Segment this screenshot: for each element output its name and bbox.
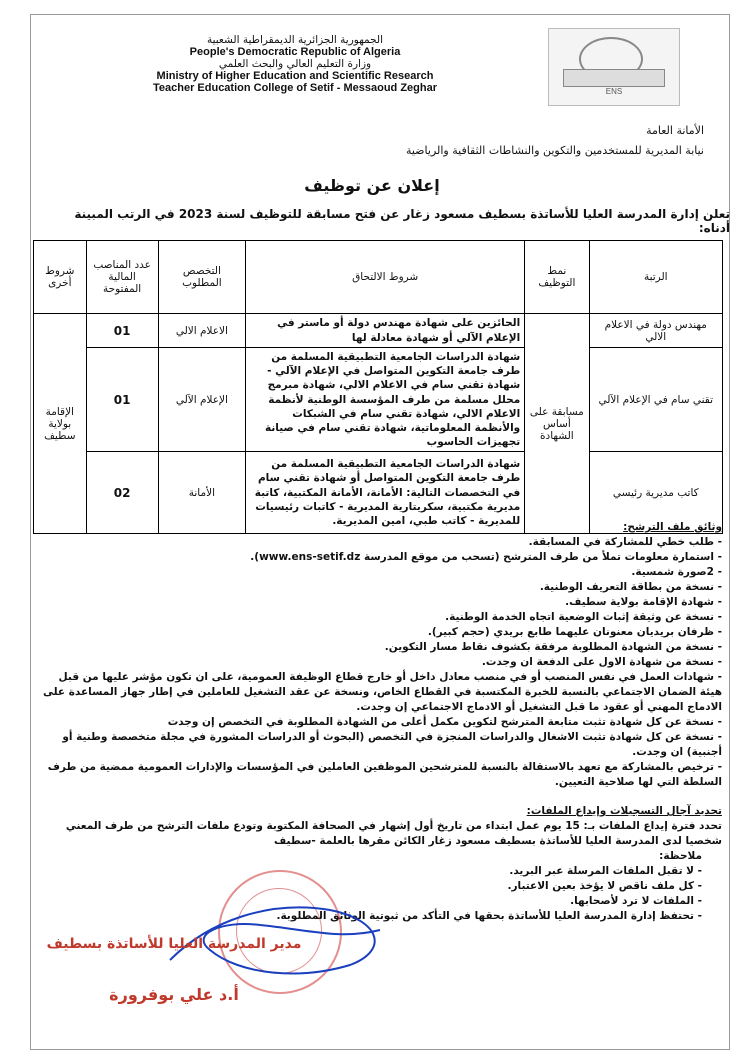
list-item: - طلب خطي للمشاركة في المسابقة. [528, 536, 722, 548]
table-row [34, 348, 723, 452]
republic-arabic: الجمهورية الجزائرية الديمقراطية الشعبية [206, 34, 384, 46]
deadlines-heading: تحديد آجال التسجيلات وإيداع الملفات: [526, 805, 722, 817]
col-positions: عدد المناصب المالية المفتوحة [86, 241, 158, 314]
list-item: - نسخة عن كل شهادة تثبت متابعة المترشح لتكوين مكمل أعلى من الشهادة المطلوبة في التخصص إن وجدت [167, 716, 722, 728]
col-conditions: شروط الالتحاق [246, 241, 525, 314]
documents-heading: وثائق ملف الترشح: [623, 521, 722, 533]
announcement-title: إعلان عن توظيف [304, 176, 440, 195]
ministry-arabic: وزارة التعليم العالي والبحث العلمي [218, 58, 372, 70]
directorate: نيابة المديرية للمستخدمين والتكوين والنشاطات الثقافية والرياضية [405, 144, 704, 157]
list-item: - تحتفظ إدارة المدرسة العليا للأساتذة بحقها في التأكد من ثبوتية الوثائق المطلوبة. [276, 910, 702, 922]
positions-cell: 01 [86, 314, 158, 348]
specialty-cell: الأمانة [158, 452, 246, 534]
positions-cell: 02 [86, 452, 158, 534]
notes-heading: ملاحظة: [659, 850, 702, 862]
other-conditions-cell: الإقامة بولاية سطيف [34, 314, 87, 534]
conditions-cell: شهادة الدراسات الجامعية التطبيقية المسلمة من طرف جامعة التكوين المتواصل في الإعلام الآلي - شهادة تقني سام في الاعلام الالي، شهادة مبرمج محلل مسلمة من طرف المؤسسة الوطنية لأنظمة الاعلام الالي، شهادة تقني سام في الشبكات والأنظمة المعلوماتية، شهادة تقني سام في صيانة تجهيزات الحاسوب [246, 348, 525, 452]
col-mode: نمط التوظيف [525, 241, 589, 314]
conditions-cell: شهادة الدراسات الجامعية التطبيقية المسلمة من طرف جامعة التكوين المتواصل أو شهادة تقني سام في التخصصات التالية: الأمانة، الأمانة المكتبية، كاتبة مديرية مكتبية، سكريتارية المديرية - كاتبات رئيسيات للمديرية - كاتب طبي، امين المديرية. [246, 452, 525, 534]
letterhead [130, 34, 460, 94]
col-other: شروط أخرى [34, 241, 87, 314]
positions-cell: 01 [86, 348, 158, 452]
positions-table [33, 240, 723, 534]
handwritten-signature [150, 880, 410, 990]
conditions-cell: الحائزين على شهادة مهندس دولة أو ماستر في الإعلام الآلي أو شهادة معادلة لها [246, 314, 525, 348]
announcement-intro: تعلن إدارة المدرسة العليا للأساتذة بسطيف مسعود زغار عن فتح مسابقة للتوظيف لسنة 2023 في الرتب المبينة أدناه: [74, 207, 730, 235]
mode-cell: مسابقة على أساس الشهادة [525, 314, 589, 534]
list-item: - نسخة عن وثيقة إثبات الوضعية اتجاه الخدمة الوطنية. [445, 611, 722, 623]
list-item: - 2صورة شمسية. [631, 566, 722, 578]
list-item: - نسخة من بطاقة التعريف الوطنية. [539, 581, 722, 593]
general-secretariat: الأمانة العامة [646, 124, 704, 137]
signature-title: مدير المدرسة العليا للأساتذة بسطيف [46, 936, 302, 952]
specialty-cell: الاعلام الالي [158, 314, 246, 348]
application-documents [40, 520, 722, 924]
grade-cell: كاتب مديرية رئيسي [589, 452, 722, 534]
list-item: - استمارة معلومات تملأ من طرف المترشح (تسحب من موقع المدرسة www.ens-setif.dz). [250, 551, 722, 563]
signature-name: أ.د علي بوفرورة [109, 985, 239, 1004]
school-logo: ENS [548, 28, 680, 106]
deadlines-text: تحدد فترة إيداع الملفات بـ: 15 يوم عمل ابتداء من تاريخ أول إشهار في الصحافة المكتوبة وتودع ملفات الترشح من طرف المعني شخصيا لدى المدرسة العليا للأساتذة بسطيف مسعود زغار الكائن مقرها بالعلمة -سطيف [65, 820, 722, 847]
list-item: - ترخيص بالمشاركة مع تعهد بالاستقالة بالنسبة للمترشحين الموظفين العاملين في المؤسسات والإدارات العمومية ممضية من طرف السلطة التي لها صلاحية التعيين. [47, 761, 722, 788]
col-grade: الرتبة [589, 241, 722, 314]
college-english: Teacher Education College of Setif - Messaoud Zeghar [152, 82, 437, 94]
ministry-english: Ministry of Higher Education and Scientific Research [156, 70, 434, 82]
table-row [34, 314, 723, 348]
list-item: - نسخة عن كل شهادة تثبت الاشغال والدراسات المنجزة في التخصص (البحوث أو الدراسات المشورة في مجلة متخصصة وطنية أو أجنبية) ان وجدت. [62, 731, 722, 758]
list-item: - نسخة من شهادة الاول على الدفعة ان وجدت. [481, 656, 722, 668]
grade-cell: تقني سام في الإعلام الآلي [589, 348, 722, 452]
list-item: - الملفات لا ترد لأصحابها. [570, 895, 702, 907]
specialty-cell: الإعلام الآلي [158, 348, 246, 452]
list-item: - لا تقبل الملفات المرسلة عبر البريد. [509, 865, 702, 877]
grade-cell: مهندس دولة في الاعلام الالي [589, 314, 722, 348]
list-item: - كل ملف ناقص لا يؤخذ بعين الاعتبار. [507, 880, 702, 892]
col-specialty: التخصص المطلوب [158, 241, 246, 314]
republic-english: People's Democratic Republic of Algeria [189, 46, 401, 58]
list-item: - ظرفان بريديان معنونان عليهما طابع بريدي (حجم كبير). [427, 626, 722, 638]
list-item: - شهادة الإقامة بولاية سطيف. [565, 596, 722, 608]
list-item: - شهادات العمل في نفس المنصب أو في منصب معادل داخل أو خارج قطاع الوظيفة العمومية، على ان تكون مؤشر عليها من قبل هيئة الضمان الاجتماعي بالنسبة للخبرة المكتسبة في القطاع الخاص، ونسخة عن عقد التشغيل للعاملين في إطار جهاز المساعدة على الادماج المهني أو عقود ما قبل التشغيل أو الادماج الاجتماعي إن وجدت. [43, 671, 722, 713]
list-item: - نسخة من الشهادة المطلوبة مرفقة بكشوف نقاط مسار التكوين. [384, 641, 722, 653]
table-header-row [34, 241, 723, 314]
